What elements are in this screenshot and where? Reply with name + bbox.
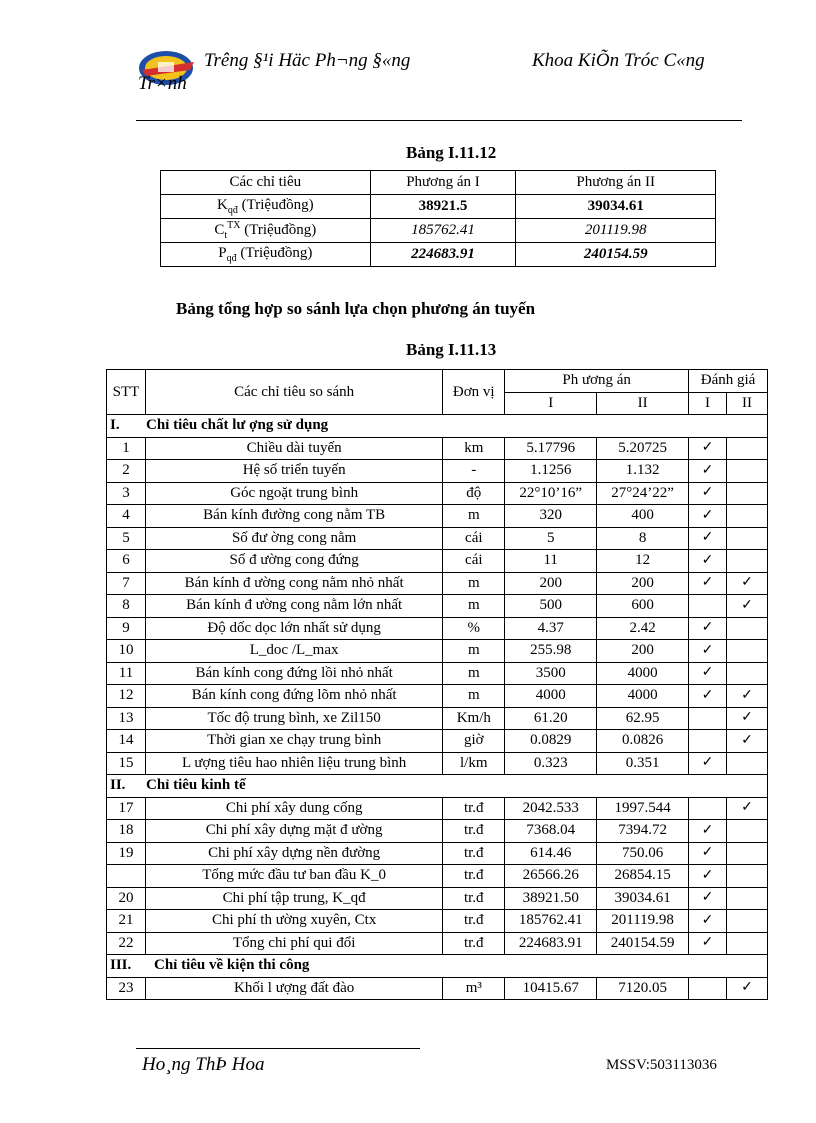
unit-cell: độ	[443, 482, 505, 505]
option-1-value: 61.20	[505, 707, 597, 730]
criteria-name: Tốc độ trung bình, xe Zil150	[145, 707, 442, 730]
option-2-value: 8	[597, 527, 689, 550]
criteria-name: Bán kính cong đứng lõm nhỏ nhất	[145, 685, 442, 708]
column-header: Phương án II	[516, 171, 716, 195]
row-number: 5	[107, 527, 146, 550]
option-2-value: 7120.05	[597, 977, 689, 1000]
criteria-name: Khối l ượng đất đào	[145, 977, 442, 1000]
rating-2-check	[727, 617, 768, 640]
option-1-value: 614.46	[505, 842, 597, 865]
rating-1-check	[689, 797, 727, 820]
rating-2-check	[727, 842, 768, 865]
row-number: 15	[107, 752, 146, 775]
rating-2-check	[727, 505, 768, 528]
criteria-name: Độ dốc dọc lớn nhất sử dụng	[145, 617, 442, 640]
option-1-value: 5	[505, 527, 597, 550]
table-header-row	[161, 171, 716, 195]
column-header-unit: Đơn vị	[443, 370, 505, 415]
table-row	[107, 752, 768, 775]
option-1-value: 224683.91	[505, 932, 597, 955]
option-1-value: 2042.533	[505, 797, 597, 820]
option-2-value: 12	[597, 550, 689, 573]
option-1-value: 185762.41	[505, 910, 597, 933]
rating-1-check: ✓	[689, 910, 727, 933]
option-1-value: 38921.50	[505, 887, 597, 910]
rating-1-check: ✓	[689, 550, 727, 573]
rating-1-check: ✓	[689, 572, 727, 595]
criteria-name: Chi phí tập trung, K_qđ	[145, 887, 442, 910]
table-row	[107, 685, 768, 708]
rating-2-check	[727, 887, 768, 910]
rating-2-check	[727, 910, 768, 933]
row-number: 14	[107, 730, 146, 753]
criteria-name: Chi phí xây dựng nền đường	[145, 842, 442, 865]
table-row	[107, 910, 768, 933]
rating-2-check	[727, 482, 768, 505]
section-header	[107, 955, 768, 978]
option-2-value: 2.42	[597, 617, 689, 640]
criteria-name: Bán kính cong đứng lồi nhỏ nhất	[145, 662, 442, 685]
table-row	[107, 550, 768, 573]
unit-cell: tr.đ	[443, 932, 505, 955]
column-header-criteria: Các chỉ tiêu so sánh	[145, 370, 442, 415]
table-row	[107, 977, 768, 1000]
rating-2-check: ✓	[727, 730, 768, 753]
criteria-subscript: qđ	[227, 204, 238, 216]
row-number: 3	[107, 482, 146, 505]
rating-1-check: ✓	[689, 752, 727, 775]
rating-1-check: ✓	[689, 527, 727, 550]
option-2-value: 1.132	[597, 460, 689, 483]
criteria-unit: (Triệuđồng)	[240, 221, 317, 238]
row-number: 10	[107, 640, 146, 663]
rating-1-check: ✓	[689, 460, 727, 483]
table-row	[107, 640, 768, 663]
unit-cell: tr.đ	[443, 820, 505, 843]
criteria-symbol: C	[214, 221, 225, 238]
footer-author: Ho¸ng ThÞ Hoa	[142, 1054, 265, 1075]
table-row	[107, 797, 768, 820]
unit-cell: tr.đ	[443, 865, 505, 888]
option-1-value: 200	[505, 572, 597, 595]
footer-divider	[136, 1048, 420, 1049]
option-2-value: 201119.98	[516, 219, 716, 243]
criteria-name: Chiều dài tuyến	[145, 437, 442, 460]
rating-2-check	[727, 865, 768, 888]
option-1-value: 5.17796	[505, 437, 597, 460]
option-2-value: 201119.98	[597, 910, 689, 933]
unit-cell: tr.đ	[443, 910, 505, 933]
table-row	[107, 482, 768, 505]
rating-2-check	[727, 437, 768, 460]
option-1-value: 320	[505, 505, 597, 528]
unit-cell: -	[443, 460, 505, 483]
table12-title: Bảng I.11.12	[406, 143, 497, 162]
option-2-value: 7394.72	[597, 820, 689, 843]
criteria-name: Hệ số triển tuyến	[145, 460, 442, 483]
rating-1-check	[689, 977, 727, 1000]
table-row	[107, 662, 768, 685]
rating-1-check: ✓	[689, 865, 727, 888]
row-number: 9	[107, 617, 146, 640]
header-university-name: Trêng §¹i Häc Ph¬ng §«ng	[204, 50, 411, 71]
option-2-value: 240154.59	[597, 932, 689, 955]
criteria-cell	[161, 243, 371, 267]
table-row	[107, 842, 768, 865]
table-row	[161, 243, 716, 267]
table-row	[161, 219, 716, 243]
column-header: Các chỉ tiêu	[161, 171, 371, 195]
option-2-value: 26854.15	[597, 865, 689, 888]
unit-cell: tr.đ	[443, 842, 505, 865]
criteria-superscript: TX	[227, 219, 241, 231]
option-1-value: 0.323	[505, 752, 597, 775]
criteria-cell	[161, 219, 371, 243]
rating-1-check: ✓	[689, 887, 727, 910]
rating-2-check: ✓	[727, 572, 768, 595]
rating-1-check: ✓	[689, 505, 727, 528]
column-header-option-1: I	[505, 392, 597, 415]
row-number: 13	[107, 707, 146, 730]
option-1-value: 224683.91	[370, 243, 516, 267]
rating-1-check	[689, 707, 727, 730]
criteria-name: L ượng tiêu hao nhiên liệu trung bình	[145, 752, 442, 775]
rating-1-check: ✓	[689, 662, 727, 685]
row-number: 11	[107, 662, 146, 685]
option-2-value: 1997.544	[597, 797, 689, 820]
section-header	[107, 775, 768, 798]
unit-cell: cái	[443, 550, 505, 573]
criteria-subscript: qđ	[226, 252, 237, 264]
unit-cell: m	[443, 595, 505, 618]
section-header	[107, 415, 768, 438]
column-header-rating-1: I	[689, 392, 727, 415]
rating-2-check	[727, 640, 768, 663]
unit-cell: Km/h	[443, 707, 505, 730]
option-2-value: 0.351	[597, 752, 689, 775]
criteria-name: Chi phí xây dựng mặt đ ường	[145, 820, 442, 843]
table-row	[107, 460, 768, 483]
column-header-option-2: II	[597, 392, 689, 415]
section-title: Chỉ tiêu chất lư ợng sử dụng	[146, 417, 329, 434]
option-1-value: 255.98	[505, 640, 597, 663]
unit-cell: m	[443, 640, 505, 663]
summary-title: Bảng tổng hợp so sánh lựa chọn phương án tuyến	[176, 299, 536, 318]
unit-cell: tr.đ	[443, 797, 505, 820]
row-number: 22	[107, 932, 146, 955]
rating-1-check: ✓	[689, 842, 727, 865]
row-number: 6	[107, 550, 146, 573]
section-row	[107, 955, 768, 978]
option-1-value: 1.1256	[505, 460, 597, 483]
section-number: I.	[110, 417, 120, 434]
rating-2-check	[727, 460, 768, 483]
row-number: 17	[107, 797, 146, 820]
option-2-value: 750.06	[597, 842, 689, 865]
option-2-value: 27°24’22”	[597, 482, 689, 505]
rating-2-check: ✓	[727, 685, 768, 708]
option-2-value: 4000	[597, 662, 689, 685]
section-number: III.	[110, 957, 132, 974]
rating-1-check: ✓	[689, 437, 727, 460]
rating-2-check	[727, 662, 768, 685]
row-number: 20	[107, 887, 146, 910]
criteria-name: Bán kính đường cong nằm TB	[145, 505, 442, 528]
criteria-name: Thời gian xe chạy trung bình	[145, 730, 442, 753]
column-header-options: Ph ương án	[505, 370, 689, 393]
rating-1-check: ✓	[689, 820, 727, 843]
row-number: 19	[107, 842, 146, 865]
rating-1-check: ✓	[689, 482, 727, 505]
criteria-name: Số đư ờng cong nằm	[145, 527, 442, 550]
table-row	[107, 865, 768, 888]
column-header: Phương án I	[370, 171, 516, 195]
rating-2-check	[727, 550, 768, 573]
table-row	[107, 437, 768, 460]
row-number: 4	[107, 505, 146, 528]
table-row	[107, 730, 768, 753]
option-1-value: 11	[505, 550, 597, 573]
unit-cell: tr.đ	[443, 887, 505, 910]
criteria-name: L_doc /L_max	[145, 640, 442, 663]
table12	[160, 170, 716, 267]
criteria-name: Tổng mức đầu tư ban đầu K_0	[145, 865, 442, 888]
rating-2-check	[727, 752, 768, 775]
unit-cell: km	[443, 437, 505, 460]
option-1-value: 22°10’16”	[505, 482, 597, 505]
table13-title: Bảng I.11.13	[406, 340, 497, 359]
option-2-value: 600	[597, 595, 689, 618]
criteria-name: Chi phí xây dung cống	[145, 797, 442, 820]
option-1-value: 0.0829	[505, 730, 597, 753]
header-faculty-name: Khoa KiÕn Tróc C«ng	[532, 50, 705, 71]
unit-cell: m	[443, 662, 505, 685]
option-1-value: 3500	[505, 662, 597, 685]
rating-2-check	[727, 527, 768, 550]
criteria-unit: (Triệuđồng)	[237, 196, 314, 213]
option-2-value: 400	[597, 505, 689, 528]
criteria-cell	[161, 195, 371, 219]
row-number: 12	[107, 685, 146, 708]
row-number: 21	[107, 910, 146, 933]
rating-2-check	[727, 820, 768, 843]
rating-2-check: ✓	[727, 595, 768, 618]
criteria-name: Bán kính đ ường cong nằm nhỏ nhất	[145, 572, 442, 595]
criteria-name: Góc ngoặt trung bình	[145, 482, 442, 505]
table-row	[161, 195, 716, 219]
table-row	[107, 820, 768, 843]
row-number	[107, 865, 146, 888]
option-1-value: 185762.41	[370, 219, 516, 243]
criteria-subscript: t	[224, 229, 228, 241]
header-university-name-cont: Tr×nh	[138, 73, 187, 94]
option-1-value: 4000	[505, 685, 597, 708]
row-number: 23	[107, 977, 146, 1000]
table-row	[107, 595, 768, 618]
option-1-value: 10415.67	[505, 977, 597, 1000]
unit-cell: l/km	[443, 752, 505, 775]
row-number: 18	[107, 820, 146, 843]
column-header-rating-2: II	[727, 392, 768, 415]
rating-1-check: ✓	[689, 685, 727, 708]
rating-1-check: ✓	[689, 932, 727, 955]
unit-cell: m	[443, 685, 505, 708]
option-1-value: 26566.26	[505, 865, 597, 888]
criteria-name: Tổng chi phí qui đổi	[145, 932, 442, 955]
section-title: Chỉ tiêu về kiện thi công	[154, 957, 310, 974]
criteria-unit: (Triệuđồng)	[236, 244, 313, 261]
table13	[106, 369, 768, 1000]
rating-2-check: ✓	[727, 707, 768, 730]
row-number: 8	[107, 595, 146, 618]
table-row	[107, 707, 768, 730]
option-2-value: 240154.59	[516, 243, 716, 267]
section-title: Chỉ tiêu kinh tế	[146, 777, 246, 794]
unit-cell: m	[443, 505, 505, 528]
table-row	[107, 527, 768, 550]
rating-1-check: ✓	[689, 617, 727, 640]
unit-cell: giờ	[443, 730, 505, 753]
criteria-name: Chi phí th ường xuyên, Ctx	[145, 910, 442, 933]
unit-cell: cái	[443, 527, 505, 550]
table-row	[107, 932, 768, 955]
rating-1-check	[689, 595, 727, 618]
option-1-value: 7368.04	[505, 820, 597, 843]
table-header-row	[107, 370, 768, 393]
table-row	[107, 887, 768, 910]
option-2-value: 4000	[597, 685, 689, 708]
option-2-value: 39034.61	[597, 887, 689, 910]
table-row	[107, 572, 768, 595]
criteria-symbol: P	[218, 244, 227, 261]
criteria-name: Bán kính đ ường cong nằm lớn nhất	[145, 595, 442, 618]
option-2-value: 200	[597, 572, 689, 595]
criteria-name: Số đ ường cong đứng	[145, 550, 442, 573]
rating-2-check	[727, 932, 768, 955]
rating-2-check: ✓	[727, 797, 768, 820]
section-number: II.	[110, 777, 126, 794]
rating-1-check	[689, 730, 727, 753]
footer-student-id: MSSV:503113036	[606, 1057, 717, 1073]
section-row	[107, 415, 768, 438]
table-row	[107, 505, 768, 528]
section-row	[107, 775, 768, 798]
option-1-value: 4.37	[505, 617, 597, 640]
rating-2-check: ✓	[727, 977, 768, 1000]
criteria-symbol: K	[217, 196, 228, 213]
option-1-value: 38921.5	[370, 195, 516, 219]
unit-cell: m	[443, 572, 505, 595]
option-2-value: 0.0826	[597, 730, 689, 753]
option-2-value: 62.95	[597, 707, 689, 730]
option-2-value: 5.20725	[597, 437, 689, 460]
header-divider	[136, 120, 742, 121]
option-2-value: 39034.61	[516, 195, 716, 219]
unit-cell: %	[443, 617, 505, 640]
unit-cell: m³	[443, 977, 505, 1000]
column-header-stt: STT	[107, 370, 146, 415]
option-2-value: 200	[597, 640, 689, 663]
option-1-value: 500	[505, 595, 597, 618]
column-header-rating: Đánh giá	[689, 370, 768, 393]
row-number: 7	[107, 572, 146, 595]
row-number: 1	[107, 437, 146, 460]
table-row	[107, 617, 768, 640]
row-number: 2	[107, 460, 146, 483]
rating-1-check: ✓	[689, 640, 727, 663]
